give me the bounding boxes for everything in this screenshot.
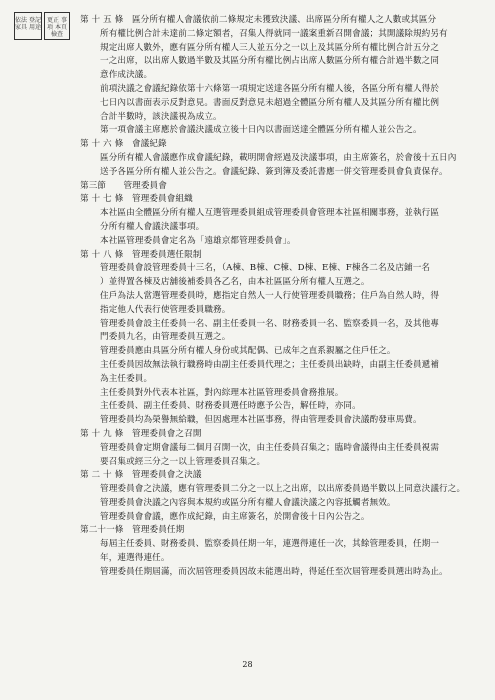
text-line: 管理委員會之決議，應有管理委員二分之一以上之出席，以出席委員過半數以上同意決議行之。 <box>100 484 466 495</box>
text-line: 區分所有權人會議應作成會議紀錄，載明開會經過及決議事項，由主席簽名，於會後十五日內 <box>100 152 457 163</box>
text-line: 年，連選得連任。 <box>100 553 170 564</box>
text-line: 管理委員會設主任委員一名、副主任委員一名、財務委員一名、監察委員一名，及其他專 <box>100 318 440 329</box>
text-line: ）並得置各棟及店舖後補委員各乙名，由本社區區分所有權人互選之。 <box>100 277 370 288</box>
text-line: 第 十 五 條 區分所有權人會議依前二條規定未獲致決議、出席區分所有權人之人數或其區分 <box>80 15 437 25</box>
text-line: 主任委員對外代表本社區，對內綜理本社區管理委員會務推展。 <box>100 387 344 398</box>
page-number: 28 <box>242 660 253 669</box>
text-line: 住戶為法人當選管理委員時，應指定自然人一人行使管理委員職務；住戶為自然人時，得 <box>100 290 440 301</box>
text-line: 合計半數時，該決議視為成立。 <box>100 111 222 122</box>
text-line: 為主任委員。 <box>100 373 153 384</box>
text-line: 主任委員因故無法執行職務時由副主任委員代理之；主任委員出缺時，由副主任委員遞補 <box>100 359 440 370</box>
text-line: 管理委員應由具區分所有權人身份或其配偶、已成年之直系親屬之住戶任之。 <box>100 346 396 357</box>
text-line: 每屆主任委員、財務委員、監察委員任期一年，連選得連任一次，其餘管理委員，任期一 <box>100 539 440 550</box>
text-line: 一之出席，以出席人數過半數及其區分所有權比例占出席人數區分所有權合計過半數之同 <box>100 56 440 67</box>
text-line: 管理委員會決議之內容與本規約或區分所有權人會議決議之內容抵觸者無效。 <box>100 497 396 508</box>
text-line: 管理委員會會議，應作成紀錄，由主席簽名，於開會後十日內公告之。 <box>100 511 370 522</box>
text-line: 門委員九名，由管理委員互選之。 <box>100 332 231 343</box>
text-line: 第 十 九 條 管理委員會之召開 <box>80 428 202 439</box>
seal-stamp-2: 更正 事項 本頁 檢查 <box>44 12 70 40</box>
text-line: 第 十 八 條 管理委員選任限制 <box>80 249 202 260</box>
text-line: 意作成決議。 <box>100 70 153 81</box>
text-line: 七日內以書面表示反對意見。書面反對意見未超過全體區分所有權人及其區分所有權比例 <box>100 97 440 108</box>
text-line: 管理委員均為榮譽無給職，但因處理本社區事務，得由管理委員會決議酌發車馬費。 <box>100 415 422 426</box>
seal-stamp: 依法 登記 家具 用途 <box>14 12 42 40</box>
text-line: 送予各區分所有權人並公告之。會議紀錄、簽到簿及委託書應一併交管理委員會負責保存。 <box>100 166 448 177</box>
text-line: 第 十 六 條 會議紀錄 <box>80 139 167 150</box>
text-line: 管理委員會定期會議每二個月召開一次，由主任委員召集之；臨時會議得由主任委員視需 <box>100 442 440 453</box>
text-line: 管理委員任期屆滿，而次屆管理委員因故未能選出時，得延任至次屆管理委員選出時為止。 <box>100 566 448 577</box>
text-line: 主任委員、副主任委員、財務委員選任時應予公告，解任時，亦同。 <box>100 401 361 412</box>
text-line: 本社區由全體區分所有權人互選管理委員組成管理委員會管理本社區相關事務，並執行區 <box>100 208 440 219</box>
text-line: 第一項會議主席應於會議決議成立後十日內以書面送達全體區分所有權人並公告之。 <box>100 125 422 136</box>
document-body <box>80 14 480 580</box>
text-line: 規定出席人數外，應有區分所有權人三人並五分之一以上及其區分所有權比例合計五分之 <box>100 42 440 53</box>
text-line: 第 十 七 條 管理委員會組織 <box>80 194 193 205</box>
text-line: 要召集或經三分之一以上管理委員召集之。 <box>100 456 266 467</box>
text-line: 分所有權人會議決議事項。 <box>100 221 205 232</box>
text-line: 本社區管理委員會定名為「遠雄京都管理委員會」。 <box>100 235 296 246</box>
text-line: 第 二 十 條 管理委員會之決議 <box>80 470 202 481</box>
text-line: 前項決議之會議紀錄依第十六條第一項規定送達各區分所有權人後，各區分所有權人得於 <box>100 83 440 94</box>
text-line: 管理委員會設管理委員十三名，（A棟、B棟、C棟、D棟、E棟、F棟各二名及店鋪一名 <box>100 263 431 274</box>
text-line: 所有權比例合計未達前二條定額者，召集人得就同一議案重新召開會議；其開議除規約另有 <box>100 28 448 39</box>
text-line: 第三節 管理委員會 <box>80 180 167 191</box>
text-line: 第二十一條 管理委員任期 <box>80 525 185 536</box>
text-line: 指定他人代表行使管理委員職務。 <box>100 304 231 315</box>
